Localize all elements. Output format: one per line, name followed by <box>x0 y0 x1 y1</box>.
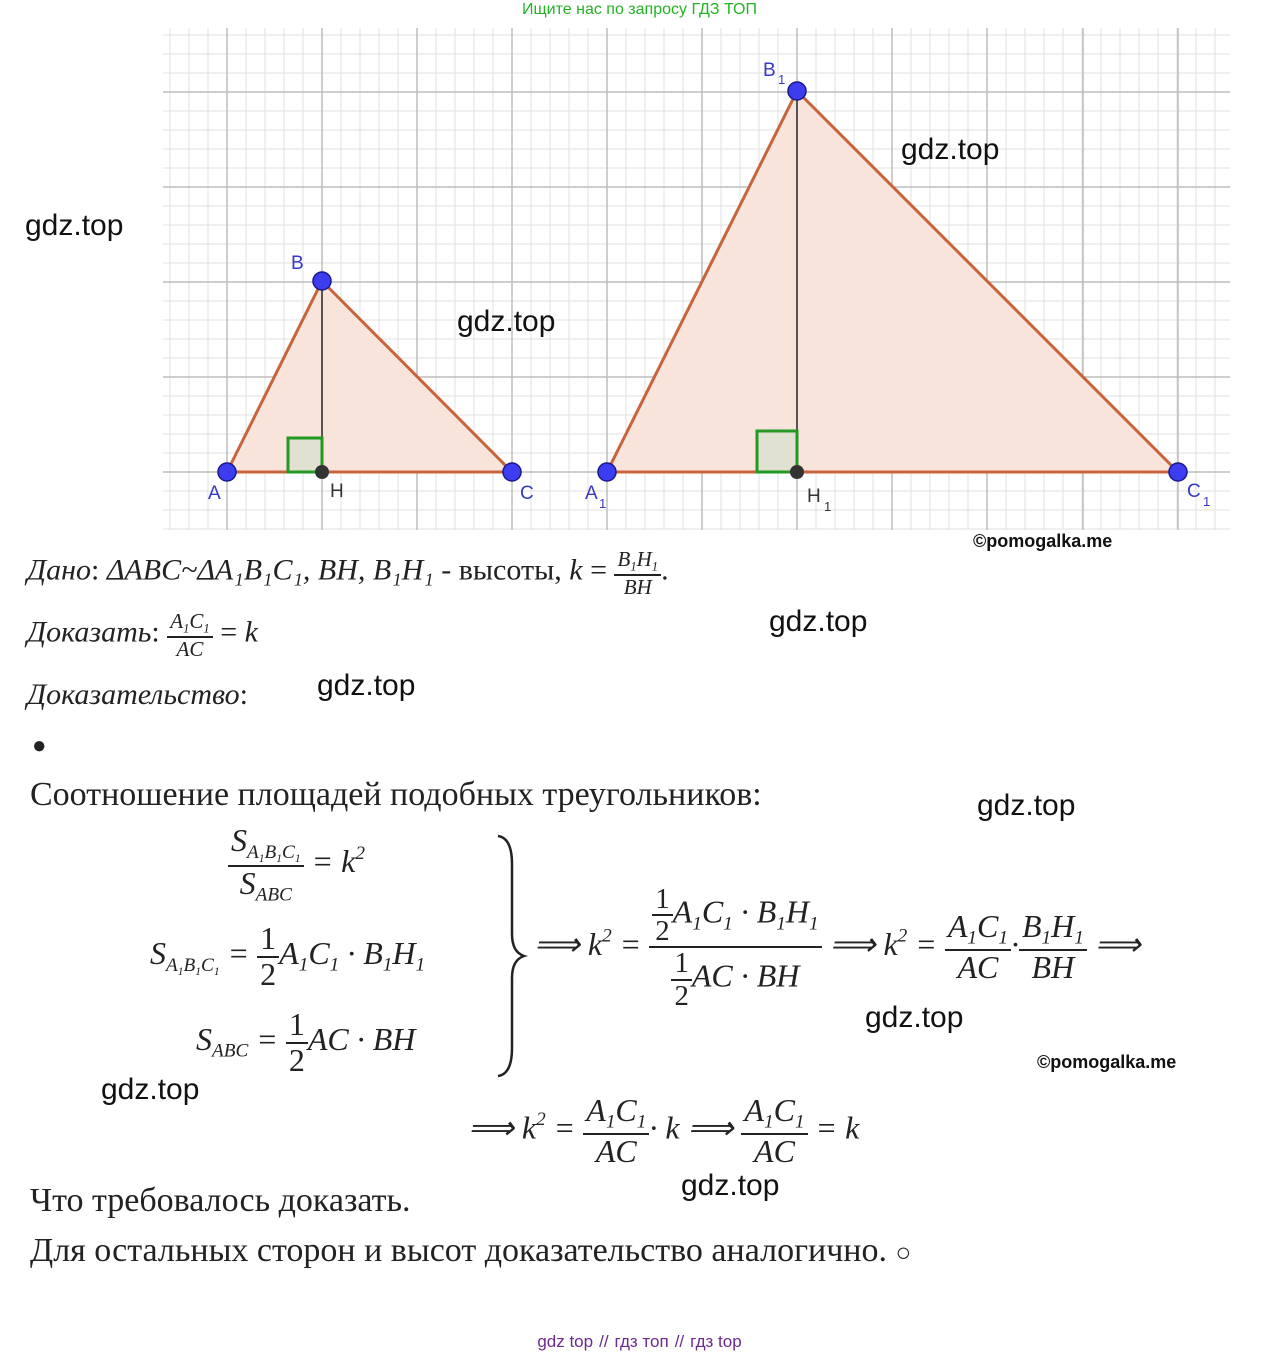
copyright-mark: ©pomogalka.me <box>973 531 1113 551</box>
end-mark: ○ <box>895 1238 912 1267</box>
watermark: gdz.top <box>769 605 868 638</box>
system-brace <box>494 834 530 1078</box>
watermark: gdz.top <box>901 133 1000 166</box>
label-a1: A <box>585 483 598 504</box>
watermark: gdz.top <box>317 669 416 702</box>
label-a1-sub: 1 <box>599 496 607 511</box>
watermark: gdz.top <box>101 1073 200 1106</box>
label-h: H <box>330 481 344 502</box>
eq-area-big: $S_{A_1B_1C_1}$ = $\frac{1}{2}$ $A_1C_1 \cdot B_1H_1$ <box>150 920 426 992</box>
point-h <box>315 465 329 479</box>
point-b <box>313 272 331 290</box>
label-h1: H <box>807 486 821 507</box>
point-a1 <box>598 463 616 481</box>
footer-link[interactable]: gdz top <box>537 1332 594 1351</box>
watermark: gdz.top <box>865 1001 964 1034</box>
proof-label: Доказательство <box>27 678 240 711</box>
watermark: gdz.top <box>457 305 556 338</box>
label-c1-sub: 1 <box>1203 494 1211 509</box>
footer-link[interactable]: гдз топ <box>614 1332 669 1351</box>
watermark: gdz.top <box>977 789 1076 822</box>
label-a: A <box>208 483 221 504</box>
footer-link[interactable]: гдз top <box>690 1332 742 1351</box>
top-search-note: Ищите нас по запросу ГДЗ ТОП <box>522 1 757 18</box>
watermark: gdz.top <box>681 1169 780 1202</box>
watermark: gdz.top <box>25 209 124 242</box>
geometry-figure <box>0 0 1279 540</box>
point-a <box>218 463 236 481</box>
point-b1 <box>788 82 806 100</box>
areas-ratio-line: Соотношение площадей подобных треугольников: <box>30 776 762 813</box>
given-body: ΔABC~ΔA₁B₁C₁, BH, B₁H₁ <box>106 553 434 587</box>
given-heights: - высоты, <box>441 553 562 587</box>
given-label: Дано <box>27 553 91 587</box>
proof-line: Доказательство: <box>27 678 248 711</box>
eq-area-small: $S_{ABC}$ = $\frac{1}{2}$ AC · BH <box>196 1006 416 1078</box>
footer-separator: // <box>674 1332 685 1351</box>
right-angle-mark-h1 <box>757 431 797 472</box>
right-angle-mark-h <box>288 438 322 472</box>
eq-implication-2: ⟹ $k^2$ = $\frac{A_1C_1}{AC}$ · k ⟹ $\frac{A_1C_1}{AC}$ = k <box>468 1092 860 1169</box>
bullet-marker: ● <box>32 733 47 759</box>
footer-separator: // <box>599 1332 609 1351</box>
point-h1 <box>790 465 804 479</box>
rest-line <box>30 1232 911 1270</box>
label-b: B <box>291 253 304 274</box>
rest-text: Для остальных сторон и высот доказательство аналогично. <box>30 1232 888 1269</box>
prove-label: Доказать <box>27 615 152 649</box>
prove-line: Доказать: $\frac{A_1C_1}{AC}$ = k <box>27 609 258 661</box>
point-c1 <box>1169 463 1187 481</box>
point-c <box>503 463 521 481</box>
eq-ratio: $\frac{S_{A_1B_1C_1}}{S_{ABC}}$ = $k^2$ <box>228 824 365 906</box>
done-line: Что требовалось доказать. <box>30 1182 411 1219</box>
copyright-mark: ©pomogalka.me <box>1037 1052 1177 1072</box>
label-h1-sub: 1 <box>824 499 832 514</box>
label-b1: B <box>763 60 776 81</box>
label-c: C <box>520 483 534 504</box>
label-b1-sub: 1 <box>778 72 786 87</box>
given-line: Дано: ΔABC~ΔA₁B₁C₁, BH, B₁H₁ - высоты, k = $\frac{B_1H_1}{BH}$ . <box>27 547 669 599</box>
label-c1: C <box>1187 481 1201 502</box>
given-k-fraction: $\frac{B_1H_1}{BH}$ <box>614 548 661 598</box>
footer-links <box>0 1332 1279 1352</box>
prove-fraction: $\frac{A_1C_1}{AC}$ <box>167 610 212 660</box>
eq-implication-1: ⟹ $k^2$ = $\frac{1}{2}$ $A_1C_1 \cdot B_1H_1$ $\frac{1}{2}$ AC · BH ⟹ $k^2$ = $\frac{A_1C_1}{AC}$ · $\frac{B_1H_1}{BH}$ ⟹ <box>534 883 1141 1012</box>
